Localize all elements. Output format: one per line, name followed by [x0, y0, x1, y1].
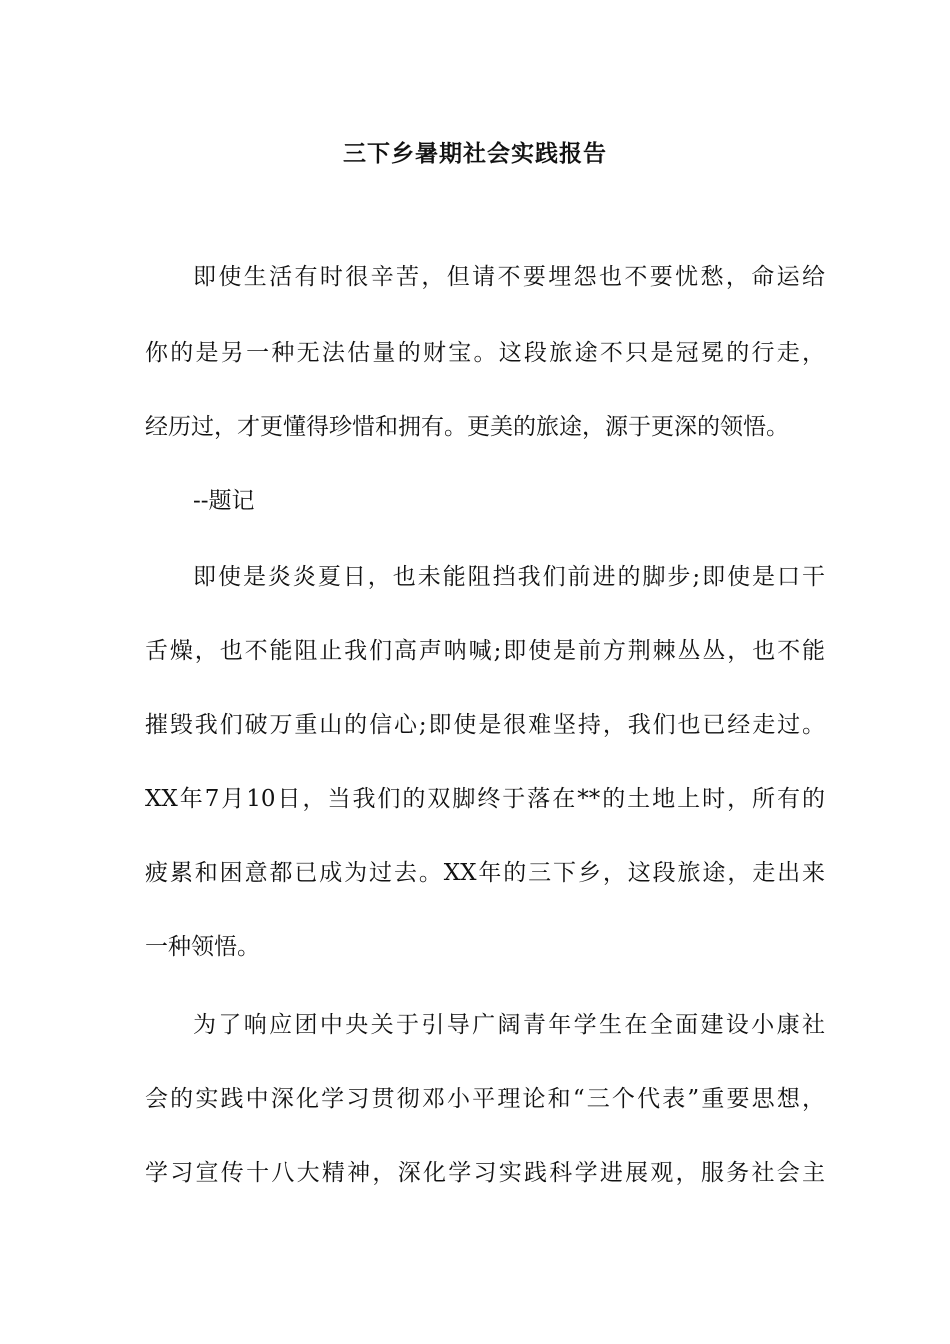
paragraph-line: 为了响应团中央关于引导广阔青年学生在全面建设小康社	[193, 1012, 825, 1038]
paragraph-line: 会的实践中深化学习贯彻邓小平理论和“三个代表”重要思想，	[145, 1086, 825, 1112]
paragraph-line: 舌燥，也不能阻止我们高声呐喊;即使是前方荆棘丛丛，也不能	[145, 638, 825, 664]
paragraph-line: 学习宣传十八大精神，深化学习实践科学进展观，服务社会主	[145, 1160, 825, 1186]
paragraph-line: 经历过，才更懂得珍惜和拥有。更美的旅途，源于更深的领悟。	[145, 414, 789, 440]
paragraph-line: 即使生活有时很辛苦，但请不要埋怨也不要忧愁，命运给	[193, 264, 825, 290]
paragraph-line: XX年7月10日，当我们的双脚终于落在**的土地上时，所有的	[145, 786, 825, 812]
paragraph-line: 一种领悟。	[145, 934, 260, 960]
epigraph-attribution: --题记	[193, 488, 255, 514]
paragraph-line: 摧毁我们破万重山的信心;即使是很难坚持，我们也已经走过。	[145, 712, 825, 738]
paragraph-line: 疲累和困意都已成为过去。XX年的三下乡，这段旅途，走出来	[145, 860, 825, 886]
document-title: 三下乡暑期社会实践报告	[343, 141, 607, 167]
paragraph-line: 你的是另一种无法估量的财宝。这段旅途不只是冠冕的行走，	[145, 340, 825, 366]
paragraph-line: 即使是炎炎夏日，也未能阻挡我们前进的脚步;即使是口干	[193, 564, 825, 590]
